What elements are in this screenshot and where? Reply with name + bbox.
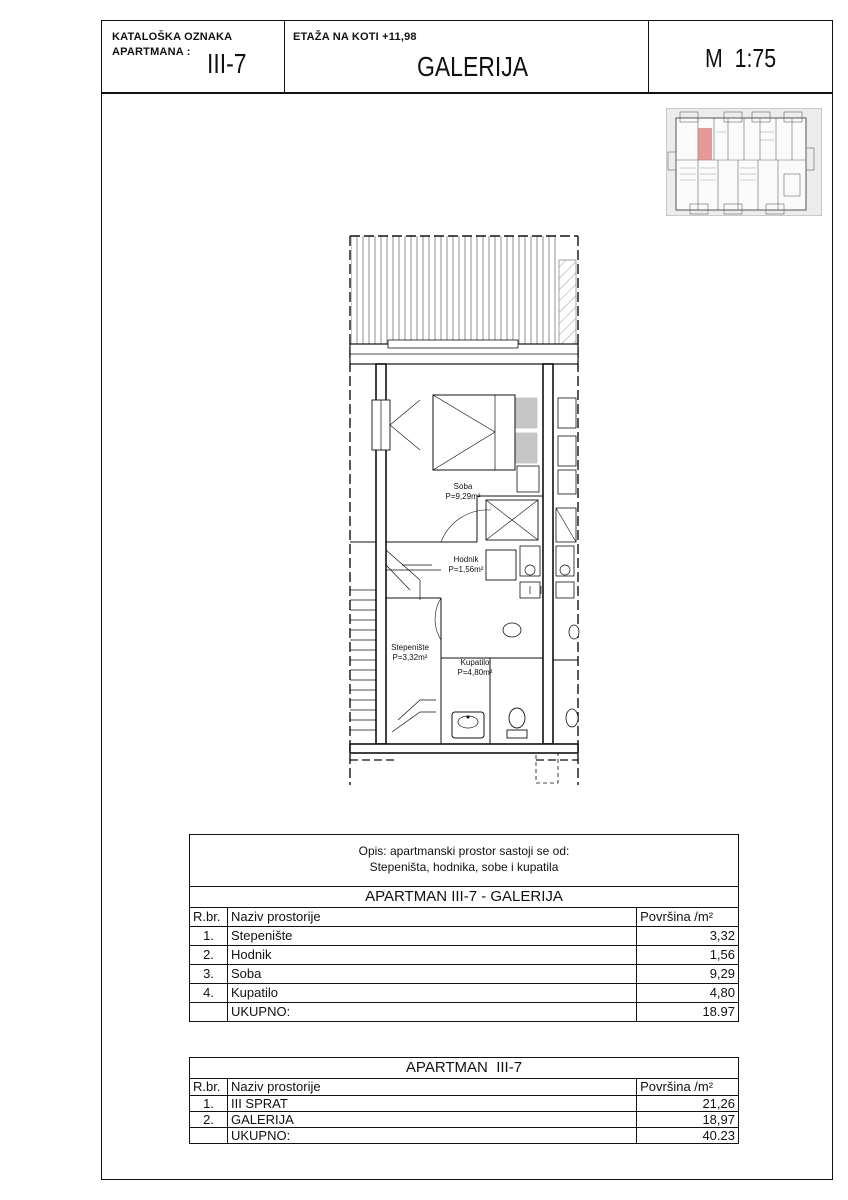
table-total-row — [190, 1128, 739, 1144]
row-no: 1. — [190, 927, 228, 946]
total-label: UKUPNO: — [227, 1003, 636, 1022]
table-header — [190, 1079, 739, 1096]
row-no: 2. — [190, 946, 228, 965]
row-name: Kupatilo — [227, 984, 636, 1003]
floor-name: GALERIJA — [417, 51, 529, 82]
table-row — [190, 946, 739, 965]
row-no: 3. — [190, 965, 228, 984]
col-area-header: Površina /m² — [637, 908, 739, 927]
description-box — [189, 834, 739, 886]
table-title: APARTMAN III-7 — [190, 1058, 739, 1079]
room-area: P=3,32m² — [392, 653, 428, 662]
room-area: P=4,80m² — [457, 668, 493, 677]
table-row — [190, 984, 739, 1003]
catalog-label-line1: KATALOŠKA OZNAKA — [112, 31, 233, 43]
row-no: 1. — [190, 1096, 228, 1112]
row-no: 4. — [190, 984, 228, 1003]
description-line1: Opis: apartmanski prostor sastoji se od: — [358, 844, 570, 858]
col-area-header: Površina /m² — [637, 1079, 739, 1096]
room-area: P=9,29m² — [445, 492, 481, 501]
apartment-id: III-7 — [207, 48, 247, 79]
room-label-kupatilo — [455, 658, 495, 678]
table-title: APARTMAN III-7 - GALERIJA — [190, 887, 739, 908]
room-label-stepeniste — [389, 643, 431, 663]
col-no-header: R.br. — [190, 1079, 228, 1096]
row-name: Hodnik — [227, 946, 636, 965]
table-row — [190, 1096, 739, 1112]
total-value: 40.23 — [637, 1128, 739, 1144]
row-name: GALERIJA — [227, 1112, 636, 1128]
level-label: ETAŽA NA KOTI +11,98 — [293, 31, 417, 43]
col-name-header: Naziv prostorije — [227, 908, 636, 927]
table-row — [190, 927, 739, 946]
room-name: Stepenište — [391, 643, 429, 652]
rooms-table-galerija — [189, 886, 739, 1022]
table-header — [190, 908, 739, 927]
table-total-row — [190, 1003, 739, 1022]
row-area: 4,80 — [637, 984, 739, 1003]
table-row — [190, 965, 739, 984]
row-area: 18,97 — [637, 1112, 739, 1128]
room-label-hodnik — [446, 555, 486, 575]
catalog-label-line2: APARTMANA : — [112, 46, 191, 58]
scale-label: M 1:75 — [705, 43, 777, 73]
total-label: UKUPNO: — [227, 1128, 636, 1144]
row-name: Stepenište — [227, 927, 636, 946]
room-label-soba — [443, 482, 483, 502]
col-name-header: Naziv prostorije — [227, 1079, 636, 1096]
row-name: III SPRAT — [227, 1096, 636, 1112]
row-name: Soba — [227, 965, 636, 984]
room-name: Hodnik — [453, 555, 479, 564]
row-area: 3,32 — [637, 927, 739, 946]
room-name: Kupatilo — [460, 658, 490, 667]
table-row — [190, 1112, 739, 1128]
row-no: 2. — [190, 1112, 228, 1128]
col-no-header: R.br. — [190, 908, 228, 927]
total-empty — [190, 1128, 228, 1144]
description-line2: Stepeništa, hodnika, sobe i kupatila — [369, 860, 559, 874]
room-area: P=1,56m² — [448, 565, 484, 574]
row-area: 1,56 — [637, 946, 739, 965]
total-value: 18.97 — [637, 1003, 739, 1022]
room-name: Soba — [453, 482, 473, 491]
row-area: 9,29 — [637, 965, 739, 984]
total-empty — [190, 1003, 228, 1022]
row-area: 21,26 — [637, 1096, 739, 1112]
apartment-summary-table — [189, 1057, 739, 1144]
